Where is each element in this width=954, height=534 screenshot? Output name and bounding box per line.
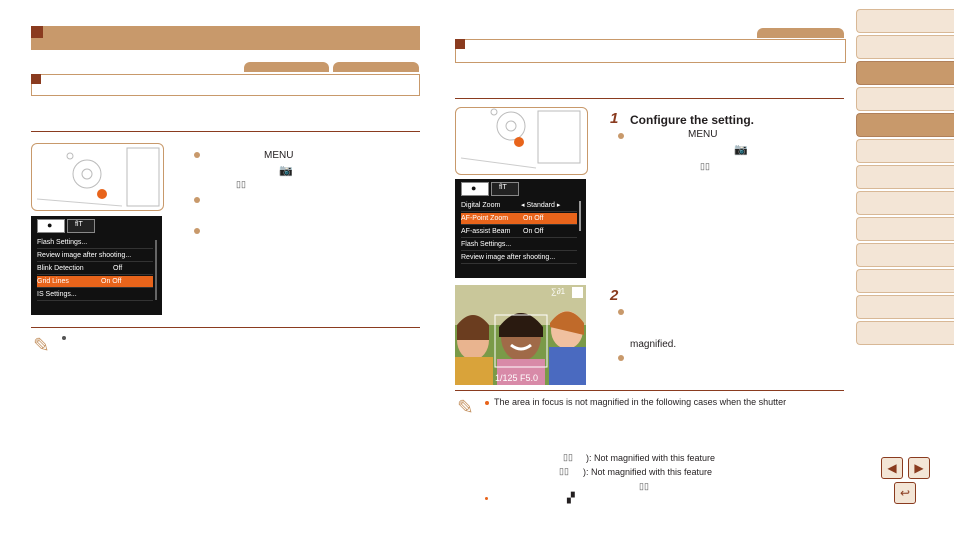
right-note-divider (455, 390, 844, 391)
right-note-bullet-2 (485, 497, 488, 500)
right-bullet-3 (618, 355, 624, 361)
sidebar-tab-6[interactable] (856, 165, 954, 189)
book-reference-icon: ▯▯ (700, 161, 710, 171)
left-menu-camera-tab (37, 219, 65, 233)
left-divider (31, 131, 420, 132)
camera-back-drawing (456, 108, 587, 174)
face-detect-icon (572, 287, 583, 298)
book-reference-icon: ▯▯ (563, 452, 573, 462)
sidebar-tab-1[interactable] (856, 35, 954, 59)
sidebar-tab-0[interactable] (856, 9, 954, 33)
book-reference-icon: ▯▯ (559, 466, 569, 476)
left-note-bullet (62, 336, 66, 340)
right-divider (455, 98, 844, 99)
right-menu-setup-tab (491, 182, 519, 196)
pencil-note-icon: ✎ (33, 335, 50, 357)
right-note-bullet (485, 401, 489, 405)
step-1-title: Configure the setting. (630, 113, 754, 127)
pencil-note-icon: ✎ (457, 397, 474, 419)
left-menu-setup-tab (67, 219, 95, 233)
left-menu-row-1: Review image after shooting... (37, 250, 153, 262)
drive-mode-icon: ▞ (567, 493, 575, 504)
left-menu-row-2: Blink Detection Off (37, 263, 153, 275)
not-magnified-line-2: ): Not magnified with this feature (583, 467, 713, 477)
left-bullet-3 (194, 228, 200, 234)
right-camera-back-illustration (455, 107, 588, 175)
setup-icon: ﬂT (499, 184, 507, 191)
sidebar-tab-3[interactable] (856, 87, 954, 111)
camera-icon: 📷 (734, 144, 748, 156)
sidebar-tab-10[interactable] (856, 269, 954, 293)
sidebar-tab-12[interactable] (856, 321, 954, 345)
right-subheader-bar (455, 39, 846, 63)
right-subheader-square-icon (455, 39, 465, 49)
sidebar-tab-4[interactable] (856, 113, 954, 137)
left-menu-scrollbar (155, 240, 157, 300)
right-menu-row-2: AF-assist Beam On Off (461, 226, 577, 238)
right-menu-row-1: AF-Point Zoom On Off (461, 213, 577, 225)
camera-icon: ● (47, 220, 53, 230)
menu-button-label: MENU (688, 129, 718, 140)
sidebar-tab-9[interactable] (856, 243, 954, 267)
left-subheader-square-icon (31, 74, 41, 84)
sidebar-tab-7[interactable] (856, 191, 954, 215)
left-subheader-bar (31, 74, 420, 96)
right-menu-row-4: Review image after shooting... (461, 252, 577, 264)
photo-scene (455, 285, 586, 385)
sidebar-tab-2[interactable] (856, 61, 954, 85)
left-menu-row-3: Grid Lines On Off (37, 276, 153, 288)
left-menu-row-4: IS Settings... (37, 289, 153, 301)
left-header-square-icon (31, 26, 43, 38)
right-menu-row-0: Digital Zoom ◂ Standard ▸ (461, 200, 577, 212)
prev-page-button[interactable]: ◀ (881, 457, 903, 479)
left-section-header-bar (31, 26, 420, 50)
left-camera-back-illustration (31, 143, 164, 211)
left-bullet-1 (194, 152, 200, 158)
next-page-button[interactable]: ▶ (908, 457, 930, 479)
right-menu-row-3: Flash Settings... (461, 239, 577, 251)
photo-overlay-bottom: 1/125 F5.0 (495, 373, 539, 383)
portrait-photo (455, 285, 586, 385)
left-note-divider (31, 327, 420, 328)
right-bullet-1 (618, 133, 624, 139)
right-camera-menu-screen (455, 179, 586, 278)
right-tab (757, 28, 844, 38)
camera-icon: 📷 (279, 165, 293, 177)
sidebar-tab-11[interactable] (856, 295, 954, 319)
setup-icon: ﬂT (75, 221, 83, 228)
back-button[interactable]: ↩ (894, 482, 916, 504)
camera-back-drawing (32, 144, 163, 210)
left-tab-2 (333, 62, 419, 72)
step-2-number: 2 (610, 287, 619, 304)
right-bullet-2 (618, 309, 624, 315)
menu-button-label: MENU (264, 150, 294, 161)
right-menu-camera-tab (461, 182, 489, 196)
sidebar-tab-5[interactable] (856, 139, 954, 163)
right-menu-scrollbar (579, 201, 581, 231)
not-magnified-line-1: ): Not magnified with this feature (586, 453, 716, 463)
sidebar-tab-8[interactable] (856, 217, 954, 241)
step-2-text: magnified. (630, 339, 677, 350)
left-menu-row-0: Flash Settings... (37, 237, 153, 249)
book-reference-icon: ▯▯ (236, 179, 246, 189)
photo-overlay-top: ∑∂1 (551, 287, 566, 296)
left-tab-1 (244, 62, 329, 72)
left-bullet-2 (194, 197, 200, 203)
left-camera-menu-screen (31, 216, 162, 315)
book-reference-icon: ▯▯ (639, 481, 649, 491)
right-note-text: The area in focus is not magnified in the following cases when the shutter (494, 397, 787, 407)
camera-icon: ● (471, 183, 477, 193)
step-1-number: 1 (610, 110, 619, 127)
